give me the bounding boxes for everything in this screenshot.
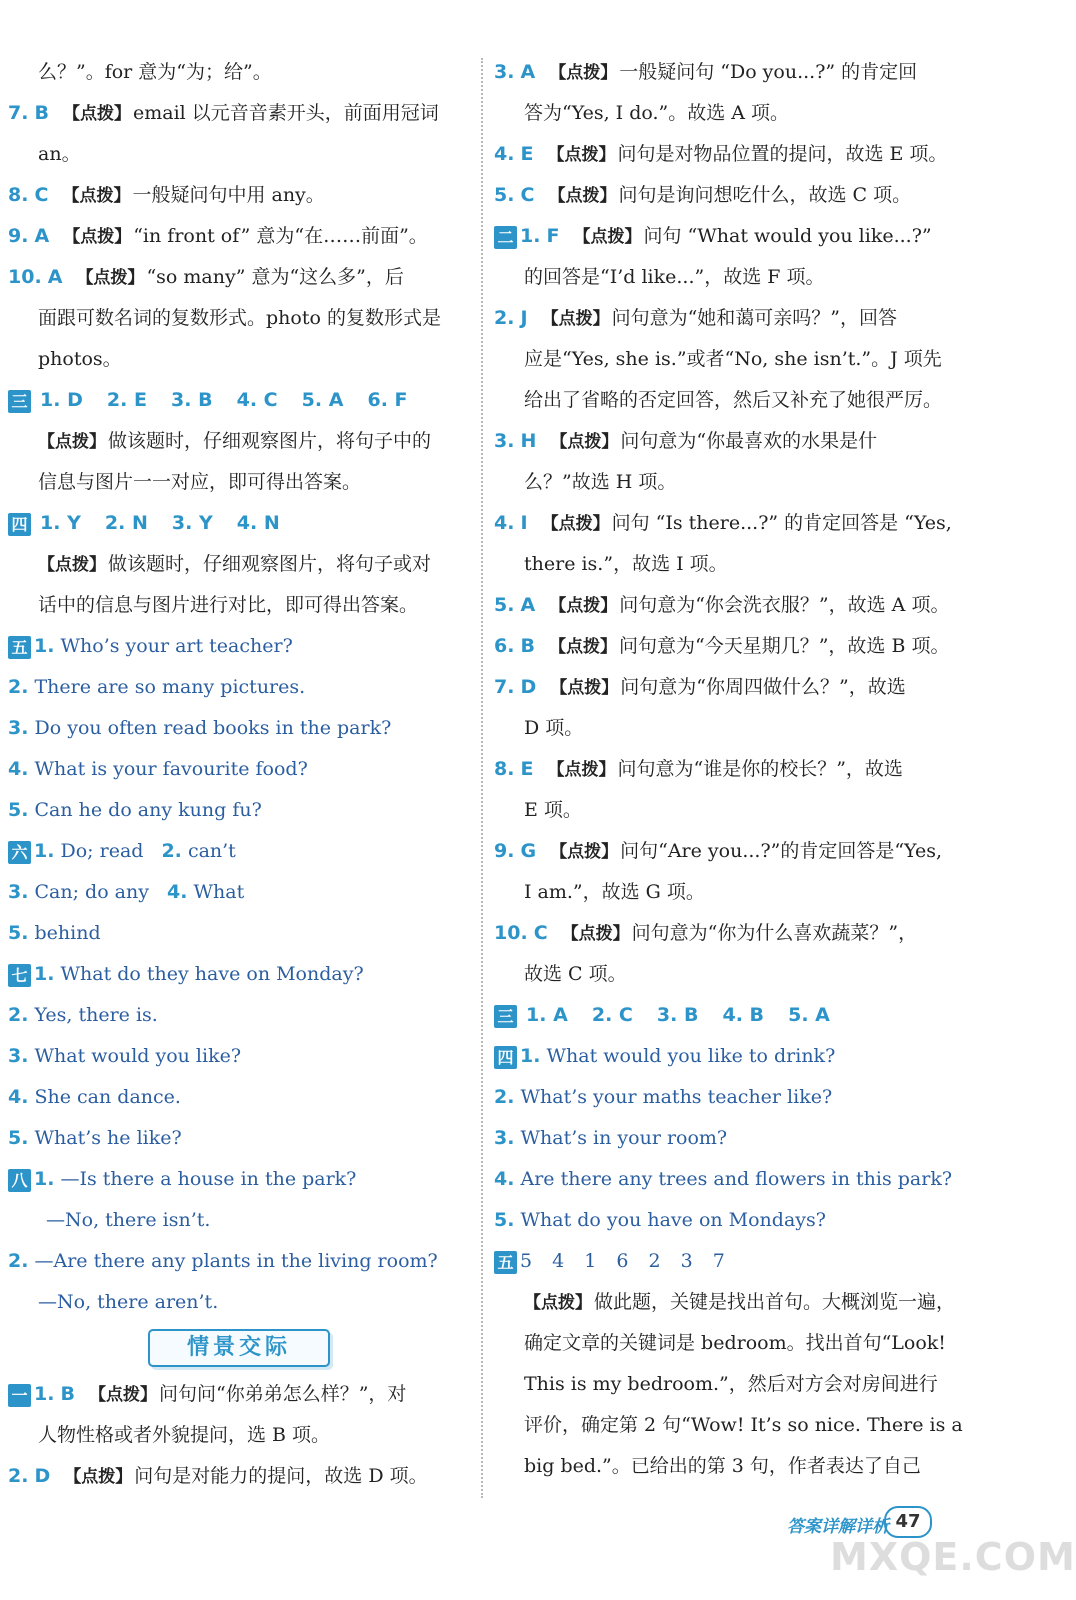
section-2-item-2: [494, 298, 964, 339]
section-badge: 六: [8, 841, 31, 864]
column-divider: [481, 58, 483, 1498]
hint-continuation: 给出了省略的否定回答，然后又补充了她很严厉。: [524, 389, 943, 411]
dialog-reply: [8, 1282, 474, 1323]
item-number: 3.: [494, 61, 515, 83]
answer-item-9: [8, 216, 474, 257]
hint-continuation: 人物性格或者外貌提问，选 B 项。: [38, 1424, 331, 1446]
answer-letter: G: [520, 840, 537, 862]
hint-continuation: there is.”，故选 I 项。: [524, 553, 728, 575]
hint-text: 一般疑问句中用 any。: [132, 184, 325, 206]
item-number: 3.: [494, 430, 515, 452]
item-number: 2.: [161, 840, 182, 862]
hint-text: “so many” 意为“这么多”，后: [146, 266, 404, 288]
hint-text: 问句是询问想吃什么，故选 C 项。: [618, 184, 912, 206]
hint-tag: 【点拨】: [549, 596, 618, 616]
section-7-item-3: [8, 1036, 474, 1077]
answer-letter: A: [34, 225, 50, 247]
section-badge: 八: [8, 1169, 31, 1192]
item-number: 1.: [34, 963, 55, 985]
hint-continuation: an。: [38, 143, 81, 165]
hint-continuation: 话中的信息与图片进行对比，即可得出答案。: [38, 594, 419, 616]
answer-pair: 6. F: [367, 389, 408, 411]
item-number: 7.: [8, 102, 29, 124]
answer-fill: Can; do any: [34, 881, 149, 903]
hint-tag: 【点拨】: [548, 186, 617, 206]
sentence-order: 5 4 1 6 2 3 7: [520, 1250, 725, 1272]
section-4-item-2-right: [494, 1077, 964, 1118]
item-number: 2.: [494, 307, 515, 329]
answer-letter: E: [520, 758, 534, 780]
item-number: 3.: [8, 1045, 29, 1067]
item-number: 5.: [494, 1209, 515, 1231]
answer-pair: 2. C: [591, 1004, 633, 1026]
answer-sentence: What’s in your room?: [520, 1127, 728, 1149]
item-number: 10.: [8, 266, 42, 288]
hint-tag: 【点拨】: [547, 145, 616, 165]
answer-pair: 1. Y: [40, 512, 81, 534]
answer-sentence: What’s your maths teacher like?: [520, 1086, 833, 1108]
hint-tag: 【点拨】: [76, 268, 145, 288]
answer-pair: 3. Y: [171, 512, 213, 534]
hint-text: 问句意为“她和蔼可亲吗？”，回答: [611, 307, 898, 329]
item-number: 5.: [8, 1127, 29, 1149]
item-number: 3.: [8, 881, 29, 903]
item-number: 4.: [166, 881, 188, 903]
watermark: MXQE.COM: [830, 1535, 1076, 1579]
right-column: [494, 52, 964, 1487]
section-4-item-3-right: [494, 1118, 964, 1159]
item-number: 8.: [494, 758, 515, 780]
section-badge: 七: [8, 964, 31, 987]
answer-letter: B: [34, 102, 49, 124]
answer-letter: F: [546, 225, 560, 247]
item-number: 2.: [8, 676, 29, 698]
item-number: 3.: [494, 1127, 515, 1149]
section-badge: 五: [494, 1251, 517, 1274]
item-number: 1.: [34, 1383, 55, 1405]
hint-continuation: big bed.”。已给出的第 3 句，作者表达了自己: [524, 1455, 921, 1477]
answer-letter: E: [520, 143, 534, 165]
section-7-item-4: [8, 1077, 474, 1118]
item-number: 5.: [494, 594, 515, 616]
answer-pair: 1. D: [40, 389, 83, 411]
hint-text: 问句 “What would you like...?”: [643, 225, 932, 247]
answer-item-3: [494, 52, 964, 93]
answer-fill: behind: [34, 922, 101, 944]
hint-continuation: photos。: [38, 348, 122, 370]
dialog-line: —No, there aren’t.: [38, 1291, 219, 1313]
item-number: 5.: [494, 184, 515, 206]
section-2-item-8: [494, 749, 964, 790]
item-number: 8.: [8, 184, 29, 206]
hint-text: 做此题，关键是找出首句。大概浏览一遍，: [594, 1291, 956, 1313]
section-6-row-1: [8, 831, 474, 872]
item-number: 5.: [8, 922, 29, 944]
section-4-item-4-right: [494, 1159, 964, 1200]
left-column: [8, 52, 474, 1323]
hint-continuation: D 项。: [524, 717, 584, 739]
section-title-box: 情景交际: [148, 1329, 330, 1367]
item-number: 2.: [8, 1004, 29, 1026]
section-5-item-3: [8, 708, 474, 749]
hint-tag: 【点拨】: [541, 309, 610, 329]
hint-continuation: This is my bedroom.”，然后对方会对房间进行: [524, 1373, 938, 1395]
answer-pair: 3. B: [656, 1004, 699, 1026]
section-badge: 五: [8, 636, 31, 659]
answer-letter: B: [60, 1383, 75, 1405]
section-badge: 四: [8, 513, 31, 536]
item-number: 1.: [34, 1168, 55, 1190]
section-badge: 二: [494, 226, 517, 249]
scene-answer-2: [8, 1456, 474, 1497]
answer-sentence: What would you like?: [34, 1045, 242, 1067]
answer-letter: H: [520, 430, 537, 452]
section-4-answers: [8, 503, 474, 544]
hint-text: 一般疑问句 “Do you...?” 的肯定回: [619, 61, 918, 83]
section-2-item-10: [494, 913, 964, 954]
hint-continuation: E 项。: [524, 799, 582, 821]
section-7-item-2: [8, 995, 474, 1036]
hint-tag: 【点拨】: [38, 432, 106, 452]
hint-continuation: 确定文章的关键词是 bedroom。找出首句“Look!: [524, 1332, 946, 1354]
section-5-item-4: [8, 749, 474, 790]
answer-sentence: Are there any trees and flowers in this park?: [520, 1168, 953, 1190]
dialog-line: —Are there any plants in the living room?: [34, 1250, 438, 1272]
hint-text: 问句是对能力的提问，故选 D 项。: [134, 1465, 428, 1487]
answer-letter: D: [520, 676, 537, 698]
answer-letter: A: [520, 61, 536, 83]
dialog-line: —Is there a house in the park?: [60, 1168, 357, 1190]
answer-pair: 5. A: [788, 1004, 830, 1026]
section-badge: 四: [494, 1046, 517, 1069]
answer-continuation: 么？”。for 意为“为；给”。: [38, 61, 272, 83]
answer-fill: What: [193, 881, 245, 903]
item-number: 1.: [520, 225, 541, 247]
section-3-answers-right: [494, 995, 964, 1036]
item-number: 2.: [8, 1250, 29, 1272]
hint-tag: 【点拨】: [541, 514, 610, 534]
hint-text: 问句意为“你会洗衣服？”，故选 A 项。: [619, 594, 950, 616]
answer-item-10: [8, 257, 474, 298]
item-number: 4.: [494, 512, 515, 534]
item-number: 6.: [494, 635, 515, 657]
item-number: 1.: [520, 1045, 541, 1067]
hint-tag: 【点拨】: [64, 1467, 133, 1487]
hint-text: 做该题时，仔细观察图片，将句子中的: [108, 430, 432, 452]
hint-continuation: 么？”故选 H 项。: [524, 471, 677, 493]
section-6-row-2: [8, 872, 474, 913]
answer-sentence: Can he do any kung fu?: [34, 799, 262, 821]
answer-letter: A: [520, 594, 536, 616]
hint-text: 问句“Are you...?”的肯定回答是“Yes,: [620, 840, 942, 862]
item-number: 3.: [8, 717, 29, 739]
section-5-item-1: [8, 626, 474, 667]
hint-text: 问句意为“你周四做什么？”，故选: [620, 676, 906, 698]
answer-pair: 5. A: [301, 389, 344, 411]
hint-tag: 【点拨】: [550, 432, 619, 452]
section-2-item-7: [494, 667, 964, 708]
section-3-hint: [8, 421, 474, 462]
item-number: 1.: [34, 840, 55, 862]
hint-text: 问句意为“谁是你的校长？”，故选: [617, 758, 903, 780]
left-column-bottom: [8, 1374, 474, 1497]
answer-sentence: Who’s your art teacher?: [60, 635, 293, 657]
section-3-answers: [8, 380, 474, 421]
section-2-item-9: [494, 831, 964, 872]
section-8-item-2: [8, 1241, 474, 1282]
hint-text: 问句意为“今天星期几？”，故选 B 项。: [618, 635, 950, 657]
answer-sentence: What do you have on Mondays?: [520, 1209, 826, 1231]
answer-sentence: There are so many pictures.: [34, 676, 306, 698]
answer-pair: 2. E: [106, 389, 147, 411]
answer-item-5: [494, 175, 964, 216]
answer-fill: Do; read: [60, 840, 144, 862]
hint-text: 问句意为“你为什么喜欢蔬菜？”，: [631, 922, 918, 944]
section-6-row-3: [8, 913, 474, 954]
section-4-hint: [8, 544, 474, 585]
section-7-item-1: [8, 954, 474, 995]
answer-fill: can’t: [187, 840, 236, 862]
hint-tag: 【点拨】: [573, 227, 642, 247]
item-number: 4.: [494, 143, 515, 165]
item-number: 5.: [8, 799, 29, 821]
answer-item-7: [8, 93, 474, 134]
hint-continuation: 答为“Yes, I do.”。故选 A 项。: [524, 102, 790, 124]
page-number: 47: [884, 1506, 932, 1538]
answer-letter: A: [47, 266, 63, 288]
hint-continuation: 评价，确定第 2 句“Wow! It’s so nice. There is a: [524, 1414, 963, 1436]
answer-letter: C: [34, 184, 49, 206]
dialog-line: —No, there isn’t.: [46, 1209, 211, 1231]
item-number: 7.: [494, 676, 515, 698]
hint-tag: 【点拨】: [63, 227, 132, 247]
item-number: 9.: [8, 225, 29, 247]
item-number: 4.: [8, 758, 29, 780]
answer-sentence: What’s he like?: [34, 1127, 182, 1149]
answer-letter: C: [520, 184, 535, 206]
answer-sentence: What would you like to drink?: [546, 1045, 836, 1067]
item-number: 10.: [494, 922, 528, 944]
hint-tag: 【点拨】: [547, 760, 616, 780]
item-number: 2.: [8, 1465, 29, 1487]
hint-continuation: I am.”，故选 G 项。: [524, 881, 705, 903]
section-8-item-1: [8, 1159, 474, 1200]
hint-tag: 【点拨】: [62, 186, 131, 206]
section-2-item-4: [494, 503, 964, 544]
dialog-reply: [8, 1200, 474, 1241]
answer-sentence: What do they have on Monday?: [60, 963, 364, 985]
hint-text: 问句意为“你最喜欢的水果是什: [620, 430, 878, 452]
hint-continuation: 面跟可数名词的复数形式。photo 的复数形式是: [38, 307, 441, 329]
section-2-item-3: [494, 421, 964, 462]
hint-continuation: 信息与图片一一对应，即可得出答案。: [38, 471, 362, 493]
section-4-item-5-right: [494, 1200, 964, 1241]
hint-tag: 【点拨】: [38, 555, 106, 575]
hint-text: 问句是对物品位置的提问，故选 E 项。: [617, 143, 948, 165]
answer-sentence: What is your favourite food?: [34, 758, 308, 780]
answer-letter: D: [34, 1465, 51, 1487]
section-5-hint: [494, 1282, 964, 1323]
hint-continuation: 的回答是“I’d like...”，故选 F 项。: [524, 266, 825, 288]
hint-text: 问句问“你弟弟怎么样？”，对: [158, 1383, 407, 1405]
answer-letter: I: [520, 512, 528, 534]
section-badge: 一: [8, 1384, 31, 1407]
answer-letter: J: [520, 307, 528, 329]
answer-pair: 2. N: [104, 512, 148, 534]
hint-text: 问句 “Is there...?” 的肯定回答是 “Yes,: [611, 512, 952, 534]
hint-tag: 【点拨】: [548, 637, 617, 657]
section-5-item-5: [8, 790, 474, 831]
item-number: 9.: [494, 840, 515, 862]
hint-tag: 【点拨】: [550, 842, 619, 862]
answer-pair: 4. N: [236, 512, 280, 534]
item-number: 4.: [494, 1168, 515, 1190]
answer-sentence: Do you often read books in the park?: [34, 717, 392, 739]
hint-tag: 【点拨】: [550, 678, 619, 698]
answer-item-8: [8, 175, 474, 216]
section-badge: 三: [8, 390, 31, 413]
hint-tag: 【点拨】: [88, 1385, 157, 1405]
scene-answer-1: [8, 1374, 474, 1415]
hint-text: email 以元音音素开头，前面用冠词: [132, 102, 439, 124]
section-5-order: [494, 1241, 964, 1282]
answer-pair: 1. A: [526, 1004, 568, 1026]
hint-tag: 【点拨】: [524, 1293, 592, 1313]
answer-pair: 3. B: [171, 389, 213, 411]
section-4-item-1-right: [494, 1036, 964, 1077]
item-number: 1.: [34, 635, 55, 657]
footer-brand: 答案详解详析: [787, 1517, 889, 1537]
hint-tag: 【点拨】: [62, 104, 131, 124]
answer-item-4: [494, 134, 964, 175]
hint-text: 做该题时，仔细观察图片，将句子或对: [108, 553, 432, 575]
hint-tag: 【点拨】: [549, 63, 618, 83]
section-2-item-6: [494, 626, 964, 667]
answer-pair: 4. B: [722, 1004, 765, 1026]
answer-pair: 4. C: [236, 389, 278, 411]
hint-continuation: 故选 C 项。: [524, 963, 627, 985]
section-badge: 三: [494, 1005, 517, 1028]
answer-letter: C: [533, 922, 548, 944]
answer-sentence: Yes, there is.: [34, 1004, 158, 1026]
section-7-item-5: [8, 1118, 474, 1159]
section-2-item-1: [494, 216, 964, 257]
section-5-item-2: [8, 667, 474, 708]
item-number: 4.: [8, 1086, 29, 1108]
section-2-item-5: [494, 585, 964, 626]
answer-sentence: She can dance.: [34, 1086, 181, 1108]
hint-text: “in front of” 意为“在……前面”。: [133, 225, 428, 247]
hint-tag: 【点拨】: [561, 924, 630, 944]
item-number: 2.: [494, 1086, 515, 1108]
hint-continuation: 应是“Yes, she is.”或者“No, she isn’t.”。J 项先: [524, 348, 942, 370]
answer-letter: B: [520, 635, 535, 657]
